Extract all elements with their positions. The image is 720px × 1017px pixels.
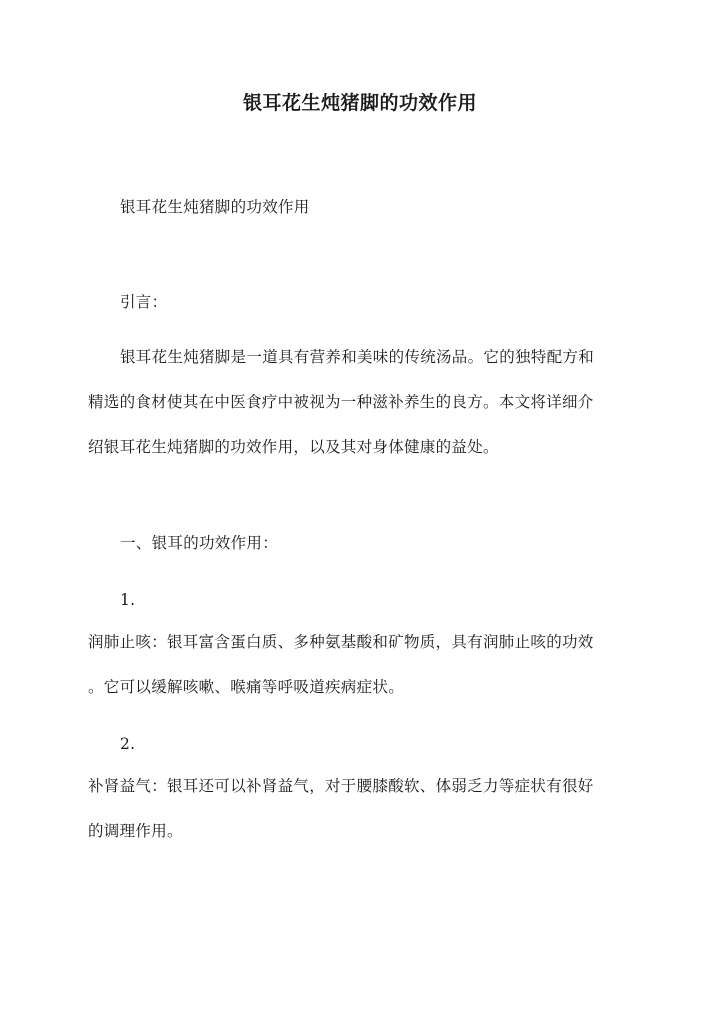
item1-line-1: 润肺止咳：银耳富含蛋白质、多种氨基酸和矿物质，具有润肺止咳的功效: [88, 633, 594, 651]
item1-line-2: 。它可以缓解咳嗽、喉痛等呼吸道疾病症状。: [88, 678, 405, 696]
intro-line-3: 绍银耳花生炖猪脚的功效作用，以及其对身体健康的益处。: [88, 438, 499, 456]
item2-line-2: 的调理作用。: [88, 822, 183, 840]
item2-number: 2.: [120, 735, 136, 753]
intro-heading: 引言：: [120, 293, 168, 311]
item1-number: 1.: [120, 591, 136, 609]
document-title: 银耳花生炖猪脚的功效作用: [242, 92, 477, 114]
subtitle: 银耳花生炖猪脚的功效作用: [120, 198, 310, 216]
intro-line-1: 银耳花生炖猪脚是一道具有营养和美味的传统汤品。它的独特配方和: [120, 348, 595, 366]
item2-line-1: 补肾益气：银耳还可以补肾益气，对于腰膝酸软、体弱乏力等症状有很好: [88, 777, 594, 795]
section1-heading: 一、银耳的功效作用：: [120, 534, 279, 552]
intro-line-2: 精选的食材使其在中医食疗中被视为一种滋补养生的良方。本文将详细介: [88, 393, 594, 411]
